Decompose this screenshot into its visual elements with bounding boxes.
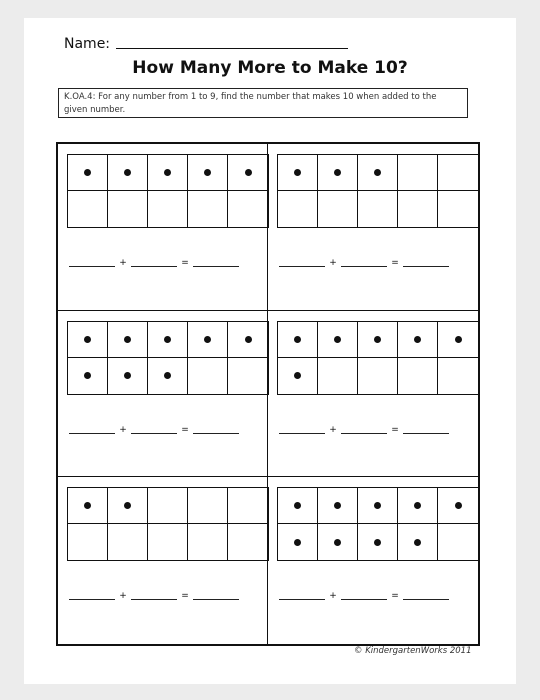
answer-blank-3[interactable] xyxy=(193,598,239,600)
answer-blank-2[interactable] xyxy=(131,265,177,267)
ten-frame-box xyxy=(438,191,478,227)
ten-frame-box xyxy=(68,322,108,358)
problem-cell xyxy=(268,311,478,478)
ten-frame-box xyxy=(228,358,268,394)
counter-dot xyxy=(294,169,301,176)
ten-frame-box xyxy=(148,191,188,227)
ten-frame-box xyxy=(228,155,268,191)
counter-dot xyxy=(294,372,301,379)
ten-frame-box xyxy=(438,524,478,560)
ten-frame-box xyxy=(398,358,438,394)
answer-blank-3[interactable] xyxy=(193,432,239,434)
ten-frame-box xyxy=(148,488,188,524)
answer-blank-1[interactable] xyxy=(69,265,115,267)
answer-blank-1[interactable] xyxy=(279,432,325,434)
ten-frame-box xyxy=(278,322,318,358)
ten-frame-box xyxy=(278,358,318,394)
answer-blank-1[interactable] xyxy=(279,265,325,267)
counter-dot xyxy=(124,336,131,343)
ten-frame xyxy=(277,487,479,561)
counter-dot xyxy=(374,539,381,546)
counter-dot xyxy=(455,502,462,509)
counter-dot xyxy=(414,336,421,343)
counter-dot xyxy=(84,502,91,509)
ten-frame-box xyxy=(188,191,228,227)
ten-frame xyxy=(67,321,269,395)
equation-row xyxy=(69,259,239,267)
ten-frame-box xyxy=(148,155,188,191)
equation-row xyxy=(279,592,449,600)
ten-frame xyxy=(277,154,479,228)
ten-frame-box xyxy=(358,322,398,358)
ten-frame-box xyxy=(358,155,398,191)
ten-frame-box xyxy=(68,191,108,227)
ten-frame-box xyxy=(398,524,438,560)
ten-frame-box xyxy=(318,488,358,524)
ten-frame-box xyxy=(278,191,318,227)
ten-frame xyxy=(67,487,269,561)
ten-frame-box xyxy=(228,524,268,560)
counter-dot xyxy=(124,502,131,509)
answer-blank-3[interactable] xyxy=(403,598,449,600)
equation-row xyxy=(279,426,449,434)
counter-dot xyxy=(334,169,341,176)
plus-sign: + xyxy=(119,424,127,435)
counter-dot xyxy=(164,336,171,343)
worksheet-page xyxy=(24,18,516,684)
ten-frame-box xyxy=(318,524,358,560)
ten-frame-box xyxy=(68,155,108,191)
name-label: Name: xyxy=(64,36,111,52)
answer-blank-2[interactable] xyxy=(341,432,387,434)
counter-dot xyxy=(334,336,341,343)
counter-dot xyxy=(414,539,421,546)
counter-dot xyxy=(245,336,252,343)
equals-sign: = xyxy=(391,258,399,268)
ten-frame-box xyxy=(148,322,188,358)
ten-frame-grid xyxy=(56,142,480,646)
ten-frame-box xyxy=(108,524,148,560)
counter-dot xyxy=(84,336,91,343)
counter-dot xyxy=(124,169,131,176)
ten-frame-box xyxy=(358,191,398,227)
counter-dot xyxy=(374,169,381,176)
counter-dot xyxy=(124,372,131,379)
answer-blank-2[interactable] xyxy=(341,265,387,267)
ten-frame-box xyxy=(318,358,358,394)
ten-frame-box xyxy=(438,155,478,191)
problem-cell xyxy=(58,144,268,311)
ten-frame-box xyxy=(108,488,148,524)
ten-frame-box xyxy=(318,155,358,191)
ten-frame-box xyxy=(108,155,148,191)
equals-sign: = xyxy=(181,591,189,602)
answer-blank-1[interactable] xyxy=(69,598,115,600)
equation-row xyxy=(69,592,239,600)
ten-frame-box xyxy=(358,488,398,524)
problem-cell xyxy=(268,477,478,644)
equals-sign: = xyxy=(181,424,189,435)
counter-dot xyxy=(204,336,211,343)
counter-dot xyxy=(414,502,421,509)
answer-blank-2[interactable] xyxy=(341,598,387,600)
counter-dot xyxy=(374,336,381,343)
equation-row xyxy=(279,259,449,267)
problem-cell xyxy=(58,311,268,478)
plus-sign: + xyxy=(329,591,337,602)
ten-frame-box xyxy=(228,322,268,358)
ten-frame-box xyxy=(68,488,108,524)
ten-frame-box xyxy=(188,322,228,358)
ten-frame-box xyxy=(278,524,318,560)
counter-dot xyxy=(84,169,91,176)
counter-dot xyxy=(294,336,301,343)
copyright: © KindergartenWorks 2011 xyxy=(354,646,472,656)
ten-frame-box xyxy=(278,488,318,524)
ten-frame xyxy=(277,321,479,395)
answer-blank-2[interactable] xyxy=(131,432,177,434)
ten-frame-box xyxy=(68,358,108,394)
counter-dot xyxy=(245,169,252,176)
ten-frame-box xyxy=(398,488,438,524)
ten-frame-box xyxy=(108,322,148,358)
counter-dot xyxy=(204,169,211,176)
counter-dot xyxy=(334,502,341,509)
ten-frame-box xyxy=(148,524,188,560)
answer-blank-3[interactable] xyxy=(403,265,449,267)
answer-blank-1[interactable] xyxy=(279,598,325,600)
equation-row xyxy=(69,426,239,434)
answer-blank-1[interactable] xyxy=(69,432,115,434)
ten-frame-box xyxy=(278,155,318,191)
ten-frame-box xyxy=(438,358,478,394)
answer-blank-3[interactable] xyxy=(403,432,449,434)
ten-frame-box xyxy=(398,322,438,358)
equals-sign: = xyxy=(181,258,189,268)
ten-frame-box xyxy=(438,322,478,358)
ten-frame-box xyxy=(188,358,228,394)
counter-dot xyxy=(294,539,301,546)
counter-dot xyxy=(294,502,301,509)
ten-frame-box xyxy=(68,524,108,560)
worksheet-title: How Many More to Make 10? xyxy=(132,58,408,78)
ten-frame-box xyxy=(148,358,188,394)
ten-frame-box xyxy=(188,488,228,524)
ten-frame-box xyxy=(108,191,148,227)
ten-frame-box xyxy=(358,524,398,560)
problem-cell xyxy=(58,477,268,644)
ten-frame-box xyxy=(228,191,268,227)
name-row xyxy=(64,36,348,52)
counter-dot xyxy=(374,502,381,509)
equals-sign: = xyxy=(391,591,399,602)
plus-sign: + xyxy=(119,258,127,268)
plus-sign: + xyxy=(329,424,337,435)
answer-blank-2[interactable] xyxy=(131,598,177,600)
problem-cell xyxy=(268,144,478,311)
counter-dot xyxy=(164,372,171,379)
ten-frame-box xyxy=(358,358,398,394)
ten-frame-box xyxy=(438,488,478,524)
equals-sign: = xyxy=(391,424,399,435)
ten-frame-box xyxy=(318,322,358,358)
ten-frame-box xyxy=(228,488,268,524)
plus-sign: + xyxy=(119,591,127,602)
ten-frame-box xyxy=(188,155,228,191)
ten-frame-box xyxy=(318,191,358,227)
ten-frame-box xyxy=(398,155,438,191)
ten-frame-box xyxy=(188,524,228,560)
ten-frame xyxy=(67,154,269,228)
ten-frame-box xyxy=(398,191,438,227)
answer-blank-3[interactable] xyxy=(193,265,239,267)
ten-frame-box xyxy=(108,358,148,394)
counter-dot xyxy=(455,336,462,343)
counter-dot xyxy=(84,372,91,379)
name-line[interactable] xyxy=(116,47,348,49)
counter-dot xyxy=(164,169,171,176)
plus-sign: + xyxy=(329,258,337,268)
counter-dot xyxy=(334,539,341,546)
standard-box: K.OA.4: For any number from 1 to 9, find the number that makes 10 when added to the given number. xyxy=(58,88,468,118)
